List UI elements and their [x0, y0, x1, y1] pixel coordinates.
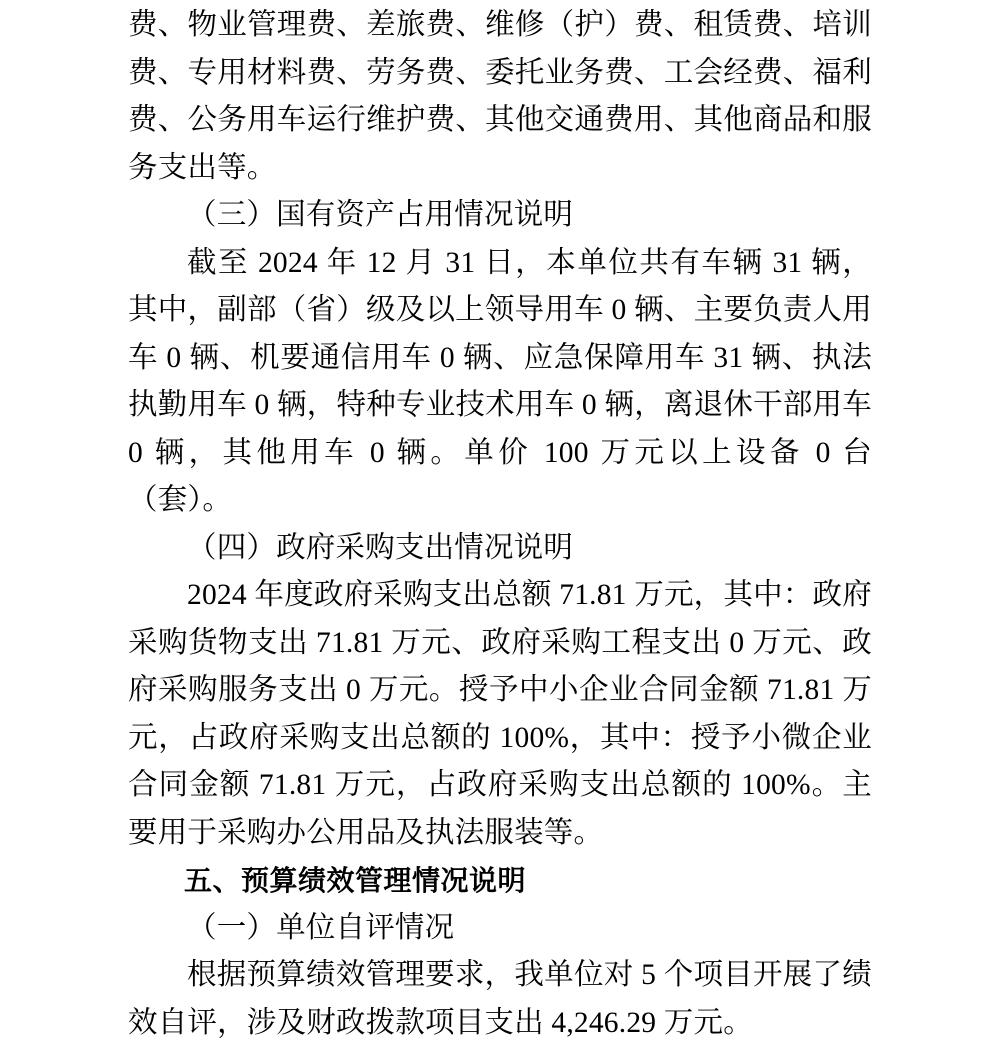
paragraph-state-assets: 截至 2024 年 12 月 31 日，本单位共有车辆 31 辆，其中，副部（省）级及以上领导用车 0 辆、主要负责人用车 0 辆、机要通信用车 0 辆、应急保障用车 31 辆、执法执勤用车 0 辆，特种专业技术用车 0 辆，离退休干部用车 0 辆，其他用车 0 辆。单价 100 万元以上设备 0 台（套）。 [128, 246, 872, 516]
paragraph-self-evaluation: 根据预算绩效管理要求，我单位对 5 个项目开展了绩效自评，涉及财政拨款项目支出 4,246.29 万元。 [128, 959, 872, 1039]
document-body [128, 0, 872, 1047]
heading-state-assets: （三）国有资产占用情况说明 [187, 199, 574, 231]
heading-performance-management: 五、预算绩效管理情况说明 [184, 865, 527, 896]
heading-government-procurement: （四）政府采购支出情况说明 [187, 531, 574, 564]
heading-self-evaluation: （一）单位自评情况 [187, 911, 455, 944]
paragraph-expense-continued: 费、物业管理费、差旅费、维修（护）费、租赁费、培训费、专用材料费、劳务费、委托业务费、工会经费、福利费、公务用车运行维护费、其他交通费用、其他商品和服务支出等。 [128, 9, 872, 184]
paragraph-government-procurement: 2024 年度政府采购支出总额 71.81 万元，其中：政府采购货物支出 71.81 万元、政府采购工程支出 0 万元、政府采购服务支出 0 万元。授予中小企业合同金额 71.81 万元，占政府采购支出总额的 100%，其中：授予小微企业合同金额 71.81 万元，占政府采购支出总额的 100%。主要用于采购办公用品及执法服装等。 [128, 579, 872, 849]
